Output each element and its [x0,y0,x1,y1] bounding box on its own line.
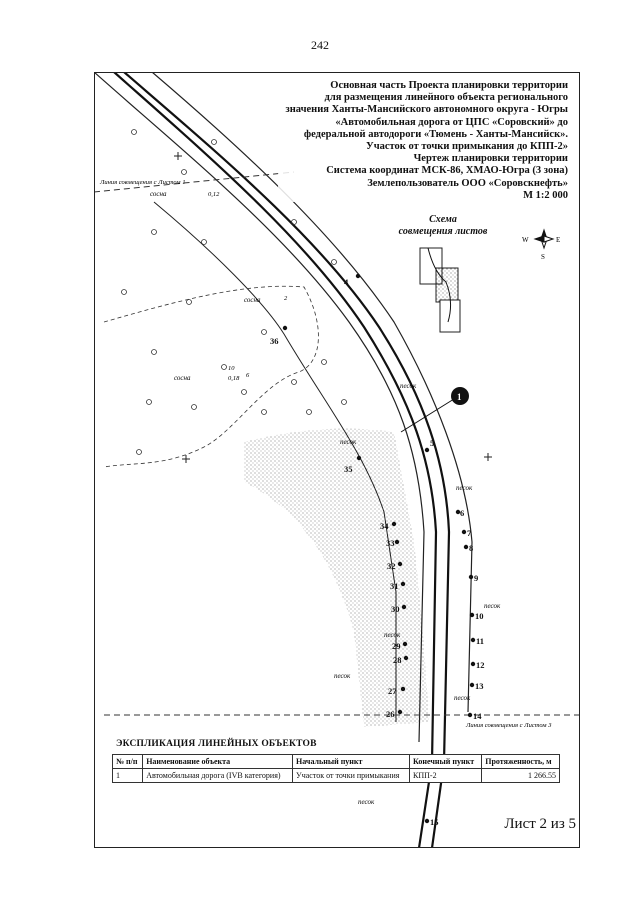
point-label-35: 35 [344,464,353,474]
table-cell: 1 [113,769,143,783]
title-line: Чертеж планировки территории [413,153,568,165]
point-label-31: 31 [390,581,399,591]
table-cell: КПП-2 [410,769,482,783]
table-header: № п/п [113,755,143,769]
point-label-10: 10 [475,611,484,621]
tree-label-2-species: сосна [244,296,261,304]
soil-label: песок [358,798,375,806]
point-label-33: 33 [386,538,395,548]
soil-label: песок [484,602,501,610]
point-label-28: 28 [393,655,402,665]
soil-label: песок [334,672,351,680]
page-number: 242 [311,38,329,52]
point-label-6: 6 [460,508,465,518]
title-line: Основная часть Проекта планировки территории [330,80,568,91]
point-label-27: 27 [388,686,397,696]
table-cell: 1 266.55 [482,769,560,783]
table-row [113,769,560,783]
title-line: Система координат МСК-86, ХМАО-Югра (3 зона) [326,165,568,177]
schema-title-line: Схема [429,214,457,225]
match-line-bottom-label: Линия совмещения с Листом 3 [466,722,552,729]
title-line: федеральной автодороги «Тюмень - Ханты-Мансийск». [303,128,568,140]
soil-label: песок [400,382,417,390]
compass-s: S [541,253,545,261]
point-label-30: 30 [391,604,400,614]
schema-title-line: совмещения листов [398,226,488,237]
title-line-scale: М 1:2 000 [523,189,568,201]
table-header: Начальный пункт [293,755,410,769]
explication-table [112,754,560,783]
point-label-9: 9 [474,573,479,583]
explication-title: ЭКСПЛИКАЦИЯ ЛИНЕЙНЫХ ОБЪЕКТОВ [116,739,317,749]
callout-label: 1 [457,392,462,402]
soil-label: песок [454,694,471,702]
point-label-13: 13 [475,681,484,691]
tree-label-2-measure: 2 [284,295,288,302]
soil-label: песок [384,631,401,639]
table-header: Конечный пункт [410,755,482,769]
point-label-11: 11 [476,636,485,646]
point-label-15: 15 [430,817,439,827]
point-label-26: 26 [386,709,395,719]
tree-label-3-extra: 10 [228,365,235,372]
table-cell: Участок от точки примыкания [293,769,410,783]
point-label-5: 5 [430,438,435,448]
table-cell: Автомобильная дорога (IVB категория) [143,769,293,783]
point-label-7: 7 [467,528,472,538]
tree-label-3-measure: 0,18 [228,375,240,382]
match-line-top-label: Линия совмещения с Листом 1 [100,179,186,186]
point-label-32: 32 [387,561,396,571]
title-line: для размещения линейного объекта регионального [324,92,568,104]
soil-label: песок [456,484,473,492]
table-header-row [113,755,560,769]
compass-w: W [522,236,529,244]
title-block [278,80,568,202]
point-label-29: 29 [392,641,401,651]
tree-label-1-species: сосна [150,190,167,198]
point-label-14: 14 [473,711,482,721]
table-header: Наименование объекта [143,755,293,769]
title-line: Землепользователь ООО «Соровскнефть» [367,177,568,189]
title-line: Участок от точки примыкания до КПП-2» [366,141,568,153]
point-label-12: 12 [476,660,485,670]
schema-title [388,214,498,238]
point-label-4: 4 [344,277,349,287]
soil-label: песок [340,438,357,446]
point-label-36: 36 [270,336,279,346]
title-line: «Автомобильная дорога от ЦПС «Соровский» до [335,116,568,128]
table-header: Протяженность, м [482,755,560,769]
title-line: значения Ханты-Мансийского автономного округа - Югры [285,104,568,116]
point-label-34: 34 [380,521,389,531]
compass-e: E [556,236,561,244]
tree-label-1-measure: 0,12 [208,191,220,198]
tree-label-3-species: сосна [174,374,191,382]
tree-label-3-extra2: 6 [246,372,250,379]
point-label-8: 8 [469,543,474,553]
sheet-label: Лист 2 из 5 [504,816,576,832]
